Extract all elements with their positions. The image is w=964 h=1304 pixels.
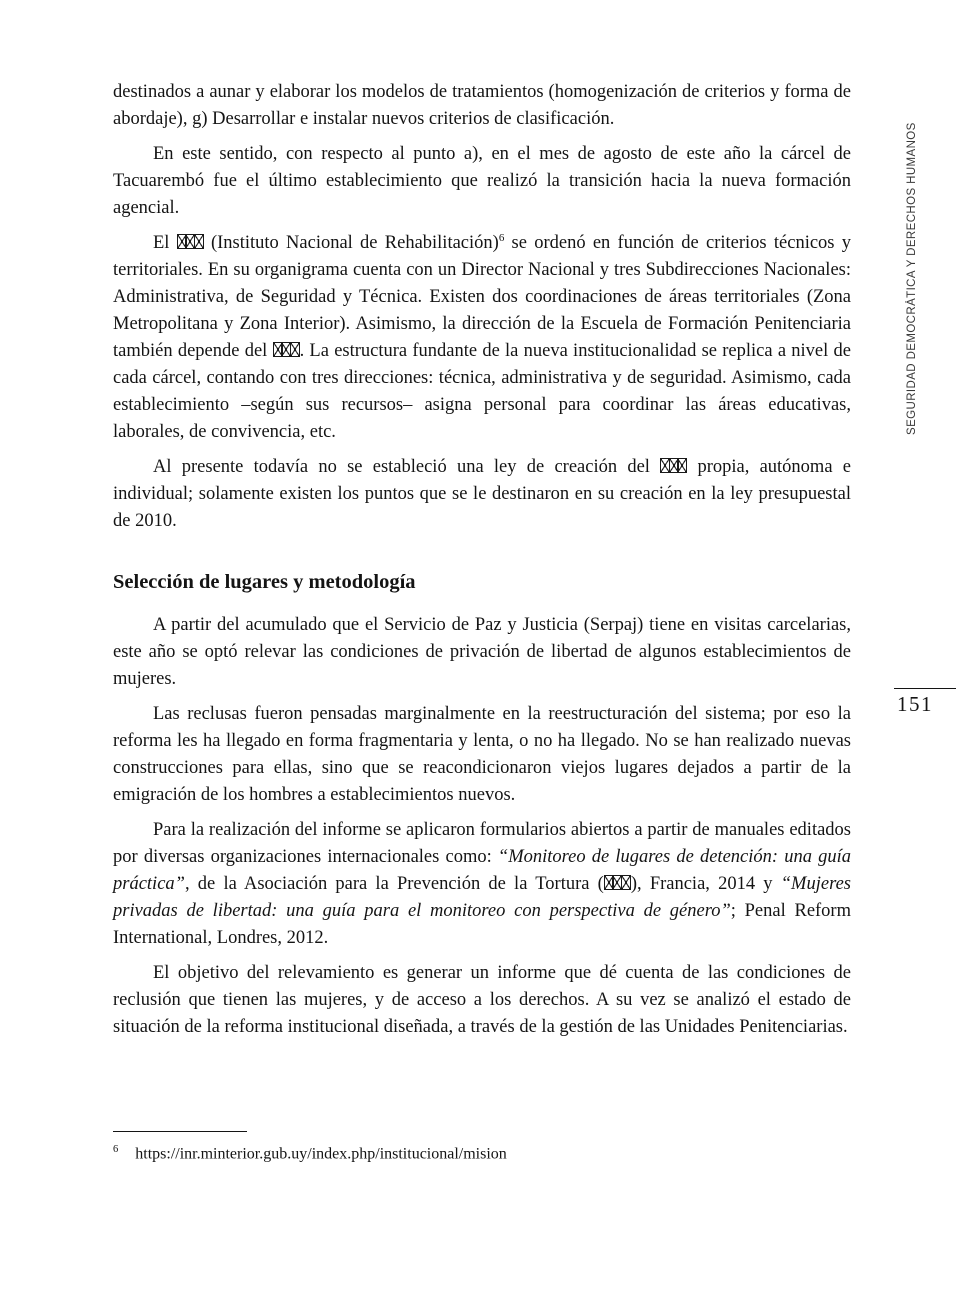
- body-text: El: [153, 233, 177, 253]
- paragraph: [113, 141, 851, 222]
- footnote-rule: [113, 1131, 247, 1132]
- body-text: Las reclusas fueron pensadas marginalmente en la reestructuración del sistema; por eso la reforma les ha llegado en forma fragmentaria y lenta, o no ha llegado. No se han realizado nuevas construcciones para ellas, sino que se reacondicionaron viejos lugares dejados a partir de la emigración de los hombres a establecimientos nuevos.: [113, 704, 851, 805]
- footnote-ref: 6: [498, 231, 505, 244]
- sidebar-vertical-caption: SEGURIDAD DEMOCRÁTICA Y DERECHOS HUMANOS: [906, 122, 918, 435]
- paragraph: [113, 79, 851, 133]
- paragraph: [113, 701, 851, 809]
- paragraph: [113, 960, 851, 1041]
- missing-glyph-box: [290, 342, 300, 357]
- body-text: . La estructura fundante de la nueva institucionalidad se replica a nivel de cada cárcel, contando con tres direcciones: técnica, administrativa y de seguridad. Asimismo, cada establecimiento –según sus recursos– asigna personal para coordinar las áreas educativas, laborales, de convivencia, etc.: [113, 341, 851, 442]
- italic-title-text: “Monitoreo de lugares de detención: una guía práctica”: [113, 847, 851, 894]
- italic-title-text: “Mujeres privadas de libertad: una guía para el monitoreo con perspectiva de género”: [113, 874, 851, 921]
- section-heading: [113, 569, 851, 596]
- body-text: destinados a aunar y elaborar los modelos de tratamientos (homogenización de criterios y forma de abordaje), g) Desarrollar e instalar nuevos criterios de clasificación.: [113, 82, 851, 129]
- document-body: [113, 79, 851, 1049]
- body-text: El objetivo del relevamiento es generar un informe que dé cuenta de las condiciones de reclusión que tienen las mujeres, y de acceso a los derechos. A su vez se analizó el estado de situación de la reforma institucional diseñada, a través de la gestión de las Unidades Penitenciarias.: [113, 963, 851, 1037]
- missing-glyph-box: [677, 458, 687, 473]
- paragraph: [113, 230, 851, 446]
- body-text: , de la Asociación para la Prevención de la Tortura (: [184, 874, 604, 894]
- body-text: se ordenó en función de criterios técnicos y territoriales. En su organigrama cuenta con un Director Nacional y tres Subdirecciones Nacionales: Administrativa, de Seguridad y Técnica. Existen dos coordinaciones de áreas territoriales (Zona Metropolitana y Zona Interior). Asimismo, la dirección de la Escuela de Formación Penitenciaria también depende del: [113, 233, 851, 361]
- footnote-line: [113, 1139, 851, 1165]
- body-text: Al presente todavía no se estableció una ley de creación del: [153, 457, 661, 477]
- body-text: Para la realización del informe se aplicaron formularios abiertos a partir de manuales editados por diversas organizaciones internacionales como:: [113, 820, 851, 867]
- body-text: Selección de lugares y metodología: [113, 571, 416, 593]
- footnote-url: https://inr.minterior.gub.uy/index.php/institucional/mision: [135, 1145, 507, 1163]
- body-text: A partir del acumulado que el Servicio de Paz y Justicia (Serpaj) tiene en visitas carcelarias, este año se optó relevar las condiciones de privación de libertad de algunos establecimientos de mujeres.: [113, 615, 851, 689]
- body-text: ; Penal Reform International, Londres, 2012.: [113, 901, 851, 948]
- paragraph: [113, 817, 851, 952]
- footnote: [113, 1131, 851, 1165]
- missing-glyph-box: [621, 875, 631, 890]
- page-number: 151: [897, 692, 933, 716]
- footnote-marker: 6: [113, 1144, 119, 1155]
- body-text: En este sentido, con respecto al punto a), en el mes de agosto de este año la cárcel de Tacuarembó fue el último establecimiento que realizó la transición hacia la nueva formación agencial.: [113, 144, 851, 218]
- paragraph: [113, 612, 851, 693]
- body-text: (Instituto Nacional de Rehabilitación): [203, 233, 499, 253]
- paragraph: [113, 454, 851, 535]
- page-number-block: [894, 688, 956, 717]
- body-text: propia, autónoma e individual; solamente existen los puntos que se le destinaron en su creación en la ley presupuestal de 2010.: [113, 457, 851, 531]
- body-text: ), Francia, 2014 y: [630, 874, 781, 894]
- missing-glyph-box: [194, 234, 204, 249]
